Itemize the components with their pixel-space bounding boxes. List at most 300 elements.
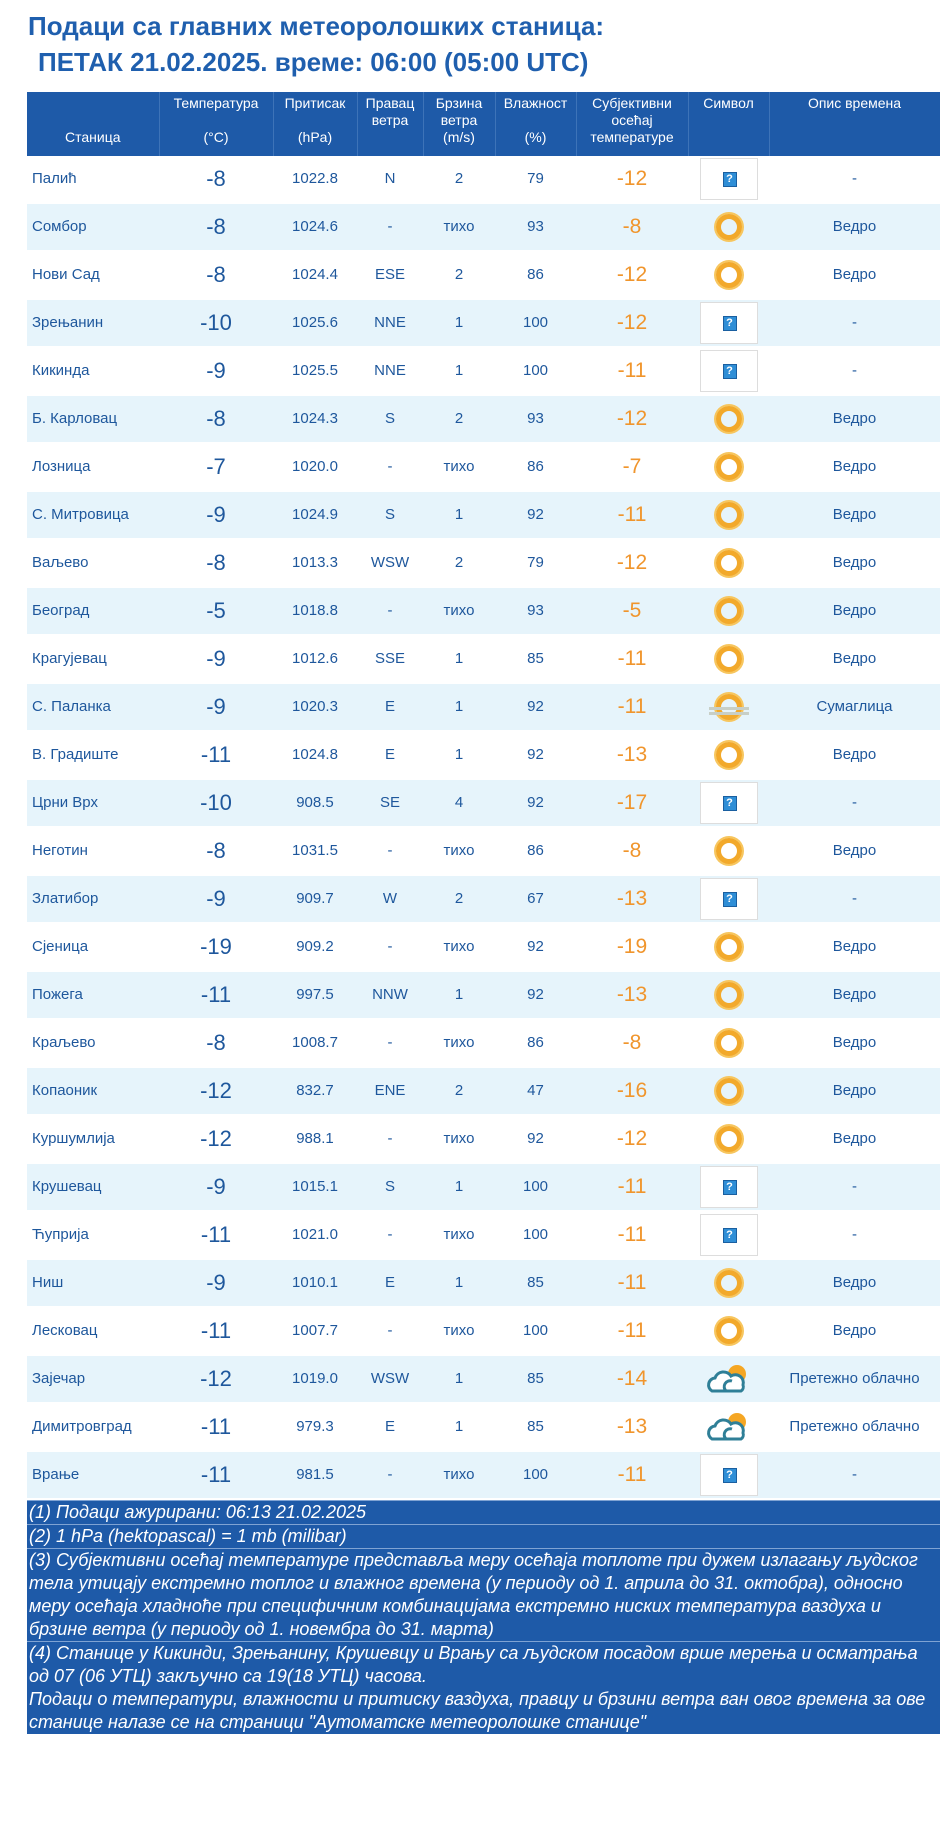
station-name: В. Градиште bbox=[27, 731, 159, 779]
wind-direction: E bbox=[357, 731, 423, 779]
wind-direction: NNE bbox=[357, 347, 423, 395]
pressure: 1015.1 bbox=[273, 1163, 357, 1211]
feels-like: -11 bbox=[576, 1163, 688, 1211]
feels-like: -11 bbox=[576, 635, 688, 683]
station-name: С. Паланка bbox=[27, 683, 159, 731]
table-row bbox=[27, 683, 940, 731]
station-name: Врање bbox=[27, 1451, 159, 1499]
wind-direction: - bbox=[357, 203, 423, 251]
weather-description: Ведро bbox=[769, 1019, 940, 1067]
temperature: -9 bbox=[159, 1163, 273, 1211]
note-4: (4) Станице у Кикинди, Зрењанину, Крушевцу и Врању са људском посадом врше мерења и осматрања од 07 (06 УТЦ) закључно са 19(18 УТЦ) часова. Подаци о температури, влажности и притиску ваздуха, правцу и брзини ветра ван овог времена за ове станице налазе се на страници "Аутоматске метеоролошке станице" bbox=[27, 1641, 940, 1734]
table-row bbox=[27, 251, 940, 299]
wind-direction: - bbox=[357, 923, 423, 971]
temperature: -11 bbox=[159, 1211, 273, 1259]
humidity: 47 bbox=[495, 1067, 576, 1115]
station-name: С. Митровица bbox=[27, 491, 159, 539]
table-row bbox=[27, 587, 940, 635]
sun-icon bbox=[716, 1030, 742, 1056]
pressure: 988.1 bbox=[273, 1115, 357, 1163]
partly-cloudy-icon bbox=[706, 1363, 752, 1395]
pressure: 1007.7 bbox=[273, 1307, 357, 1355]
table-row bbox=[27, 299, 940, 347]
wind-speed: 2 bbox=[423, 395, 495, 443]
weather-description: Ведро bbox=[769, 635, 940, 683]
temperature: -19 bbox=[159, 923, 273, 971]
wind-direction: - bbox=[357, 1211, 423, 1259]
unknown-icon: ? bbox=[700, 302, 758, 344]
weather-description: Ведро bbox=[769, 251, 940, 299]
weather-description: - bbox=[769, 299, 940, 347]
note-3: (3) Субјективни осећај температуре представља меру осећаја топлоте при дужем излагању људског тела утицају екстремно топлог и влажног времена (у периоду од 1. априла до 31. октобра), односно меру осећаја хладноће при специфичним комбинацијама екстремно ниских температура ваздуха и брзине ветра (у периоду од 1. новембра до 31. марта) bbox=[27, 1548, 940, 1641]
feels-like: -19 bbox=[576, 923, 688, 971]
station-name: Куршумлија bbox=[27, 1115, 159, 1163]
pressure: 832.7 bbox=[273, 1067, 357, 1115]
temperature: -10 bbox=[159, 299, 273, 347]
humidity: 92 bbox=[495, 779, 576, 827]
feels-like: -8 bbox=[576, 1019, 688, 1067]
table-row bbox=[27, 1211, 940, 1259]
title-line-2: ПЕТАК 21.02.2025. време: 06:00 (05:00 UTC) bbox=[38, 47, 589, 77]
wind-direction: S bbox=[357, 395, 423, 443]
station-name: Сјеница bbox=[27, 923, 159, 971]
wind-direction: E bbox=[357, 1403, 423, 1451]
weather-symbol bbox=[688, 1355, 769, 1403]
humidity: 86 bbox=[495, 251, 576, 299]
wind-direction: S bbox=[357, 1163, 423, 1211]
col-temp: Температура (°C) bbox=[159, 92, 273, 156]
wind-speed: 1 bbox=[423, 347, 495, 395]
wind-speed: 1 bbox=[423, 1355, 495, 1403]
wind-speed: 1 bbox=[423, 1403, 495, 1451]
pressure: 1024.9 bbox=[273, 491, 357, 539]
weather-description: Претежно облачно bbox=[769, 1403, 940, 1451]
temperature: -12 bbox=[159, 1067, 273, 1115]
wind-direction: SE bbox=[357, 779, 423, 827]
title-line-1: Подаци са главних метеоролошких станица: bbox=[28, 11, 605, 41]
weather-description: - bbox=[769, 779, 940, 827]
humidity: 100 bbox=[495, 299, 576, 347]
temperature: -11 bbox=[159, 731, 273, 779]
station-name: Крагујевац bbox=[27, 635, 159, 683]
table-row bbox=[27, 1115, 940, 1163]
wind-speed: 1 bbox=[423, 971, 495, 1019]
table-row bbox=[27, 1019, 940, 1067]
table-row bbox=[27, 875, 940, 923]
weather-symbol bbox=[688, 1163, 769, 1211]
weather-symbol bbox=[688, 971, 769, 1019]
col-symbol: Символ bbox=[688, 92, 769, 156]
weather-description: Ведро bbox=[769, 539, 940, 587]
table-row bbox=[27, 156, 940, 203]
station-name: Кикинда bbox=[27, 347, 159, 395]
col-pressure: Притисак (hPa) bbox=[273, 92, 357, 156]
weather-symbol bbox=[688, 299, 769, 347]
temperature: -12 bbox=[159, 1115, 273, 1163]
weather-symbol bbox=[688, 683, 769, 731]
wind-direction: NNW bbox=[357, 971, 423, 1019]
temperature: -5 bbox=[159, 587, 273, 635]
feels-like: -12 bbox=[576, 156, 688, 203]
feels-like: -11 bbox=[576, 1307, 688, 1355]
weather-description: Ведро bbox=[769, 923, 940, 971]
feels-like: -7 bbox=[576, 443, 688, 491]
unknown-icon: ? bbox=[700, 782, 758, 824]
feels-like: -17 bbox=[576, 779, 688, 827]
sun-icon bbox=[716, 982, 742, 1008]
feels-like: -12 bbox=[576, 1115, 688, 1163]
station-name: Зајечар bbox=[27, 1355, 159, 1403]
weather-description: - bbox=[769, 1451, 940, 1499]
temperature: -10 bbox=[159, 779, 273, 827]
weather-symbol bbox=[688, 1115, 769, 1163]
weather-description: Ведро bbox=[769, 491, 940, 539]
weather-description: Ведро bbox=[769, 587, 940, 635]
wind-direction: NNE bbox=[357, 299, 423, 347]
feels-like: -11 bbox=[576, 347, 688, 395]
weather-description: Ведро bbox=[769, 1259, 940, 1307]
table-row bbox=[27, 491, 940, 539]
feels-like: -16 bbox=[576, 1067, 688, 1115]
weather-description: Претежно облачно bbox=[769, 1355, 940, 1403]
weather-symbol bbox=[688, 875, 769, 923]
wind-direction: SSE bbox=[357, 635, 423, 683]
station-name: Златибор bbox=[27, 875, 159, 923]
weather-symbol bbox=[688, 923, 769, 971]
station-name: Пожега bbox=[27, 971, 159, 1019]
humidity: 92 bbox=[495, 731, 576, 779]
sun-icon bbox=[716, 502, 742, 528]
sun-icon bbox=[716, 1078, 742, 1104]
wind-speed: 1 bbox=[423, 299, 495, 347]
temperature: -11 bbox=[159, 971, 273, 1019]
table-row bbox=[27, 1307, 940, 1355]
note-1: (1) Подаци ажурирани: 06:13 21.02.2025 bbox=[27, 1500, 940, 1524]
feels-like: -14 bbox=[576, 1355, 688, 1403]
station-name: Краљево bbox=[27, 1019, 159, 1067]
weather-symbol bbox=[688, 395, 769, 443]
weather-symbol bbox=[688, 203, 769, 251]
humidity: 79 bbox=[495, 156, 576, 203]
station-name: Нови Сад bbox=[27, 251, 159, 299]
table-row bbox=[27, 347, 940, 395]
wind-speed: тихо bbox=[423, 587, 495, 635]
temperature: -9 bbox=[159, 491, 273, 539]
pressure: 1020.0 bbox=[273, 443, 357, 491]
weather-symbol bbox=[688, 1259, 769, 1307]
page-title bbox=[0, 0, 940, 92]
weather-symbol bbox=[688, 156, 769, 203]
wind-speed: тихо bbox=[423, 1115, 495, 1163]
wind-direction: - bbox=[357, 827, 423, 875]
feels-like: -12 bbox=[576, 299, 688, 347]
feels-like: -12 bbox=[576, 395, 688, 443]
temperature: -9 bbox=[159, 347, 273, 395]
table-row bbox=[27, 395, 940, 443]
feels-like: -5 bbox=[576, 587, 688, 635]
col-feel: Субјективни осећај температуре bbox=[576, 92, 688, 156]
temperature: -8 bbox=[159, 156, 273, 203]
wind-speed: тихо bbox=[423, 1019, 495, 1067]
pressure: 1031.5 bbox=[273, 827, 357, 875]
feels-like: -8 bbox=[576, 203, 688, 251]
pressure: 1010.1 bbox=[273, 1259, 357, 1307]
pressure: 1013.3 bbox=[273, 539, 357, 587]
weather-description: - bbox=[769, 875, 940, 923]
table-row bbox=[27, 1451, 940, 1499]
pressure: 1024.4 bbox=[273, 251, 357, 299]
weather-description: Ведро bbox=[769, 971, 940, 1019]
weather-description: Ведро bbox=[769, 1307, 940, 1355]
station-name: Б. Карловац bbox=[27, 395, 159, 443]
humidity: 79 bbox=[495, 539, 576, 587]
wind-speed: тихо bbox=[423, 443, 495, 491]
wind-speed: 2 bbox=[423, 156, 495, 203]
wind-direction: WSW bbox=[357, 539, 423, 587]
pressure: 1025.5 bbox=[273, 347, 357, 395]
weather-symbol bbox=[688, 491, 769, 539]
sun-icon bbox=[716, 742, 742, 768]
temperature: -7 bbox=[159, 443, 273, 491]
weather-description: Ведро bbox=[769, 395, 940, 443]
wind-speed: 1 bbox=[423, 683, 495, 731]
humidity: 92 bbox=[495, 491, 576, 539]
humidity: 86 bbox=[495, 1019, 576, 1067]
weather-description: - bbox=[769, 1211, 940, 1259]
wind-direction: S bbox=[357, 491, 423, 539]
wind-speed: 2 bbox=[423, 539, 495, 587]
weather-symbol bbox=[688, 587, 769, 635]
table-row bbox=[27, 539, 940, 587]
humidity: 85 bbox=[495, 1403, 576, 1451]
sun-icon bbox=[716, 214, 742, 240]
wind-direction: - bbox=[357, 1451, 423, 1499]
station-name: Сомбор bbox=[27, 203, 159, 251]
temperature: -8 bbox=[159, 395, 273, 443]
unknown-icon: ? bbox=[700, 350, 758, 392]
unknown-icon: ? bbox=[700, 878, 758, 920]
temperature: -11 bbox=[159, 1403, 273, 1451]
wind-speed: тихо bbox=[423, 1307, 495, 1355]
humidity: 92 bbox=[495, 971, 576, 1019]
footnotes bbox=[27, 1500, 940, 1734]
wind-speed: 1 bbox=[423, 1259, 495, 1307]
station-name: Београд bbox=[27, 587, 159, 635]
station-name: Палић bbox=[27, 156, 159, 203]
temperature: -11 bbox=[159, 1307, 273, 1355]
wind-speed: тихо bbox=[423, 1451, 495, 1499]
wind-speed: 2 bbox=[423, 1067, 495, 1115]
station-name: Лесковац bbox=[27, 1307, 159, 1355]
sun-icon bbox=[716, 406, 742, 432]
humidity: 85 bbox=[495, 635, 576, 683]
pressure: 909.2 bbox=[273, 923, 357, 971]
weather-description: - bbox=[769, 1163, 940, 1211]
pressure: 1021.0 bbox=[273, 1211, 357, 1259]
col-speed: Брзина ветра (m/s) bbox=[423, 92, 495, 156]
pressure: 979.3 bbox=[273, 1403, 357, 1451]
weather-description: Ведро bbox=[769, 203, 940, 251]
weather-symbol bbox=[688, 1019, 769, 1067]
col-dir: Правац ветра bbox=[357, 92, 423, 156]
wind-direction: WSW bbox=[357, 1355, 423, 1403]
weather-symbol bbox=[688, 779, 769, 827]
table-row bbox=[27, 731, 940, 779]
feels-like: -13 bbox=[576, 1403, 688, 1451]
temperature: -9 bbox=[159, 1259, 273, 1307]
unknown-icon: ? bbox=[700, 1454, 758, 1496]
humidity: 93 bbox=[495, 587, 576, 635]
col-hum: Влажност (%) bbox=[495, 92, 576, 156]
wind-speed: 4 bbox=[423, 779, 495, 827]
humidity: 92 bbox=[495, 683, 576, 731]
temperature: -9 bbox=[159, 875, 273, 923]
weather-description: - bbox=[769, 156, 940, 203]
sun-icon bbox=[716, 1270, 742, 1296]
pressure: 908.5 bbox=[273, 779, 357, 827]
weather-symbol bbox=[688, 251, 769, 299]
partly-cloudy-icon bbox=[706, 1411, 752, 1443]
pressure: 1012.6 bbox=[273, 635, 357, 683]
wind-speed: 2 bbox=[423, 875, 495, 923]
col-desc: Опис времена bbox=[769, 92, 940, 156]
sun-icon bbox=[716, 934, 742, 960]
station-name: Крушевац bbox=[27, 1163, 159, 1211]
table-row bbox=[27, 1163, 940, 1211]
humidity: 92 bbox=[495, 923, 576, 971]
station-name: Ћуприја bbox=[27, 1211, 159, 1259]
sun-icon bbox=[716, 1126, 742, 1152]
wind-direction: N bbox=[357, 156, 423, 203]
table-row bbox=[27, 971, 940, 1019]
weather-symbol bbox=[688, 827, 769, 875]
table-row bbox=[27, 1403, 940, 1451]
station-name: Неготин bbox=[27, 827, 159, 875]
station-name: Ваљево bbox=[27, 539, 159, 587]
wind-direction: - bbox=[357, 1019, 423, 1067]
pressure: 981.5 bbox=[273, 1451, 357, 1499]
weather-symbol bbox=[688, 1211, 769, 1259]
humidity: 92 bbox=[495, 1115, 576, 1163]
temperature: -11 bbox=[159, 1451, 273, 1499]
humidity: 86 bbox=[495, 827, 576, 875]
feels-like: -8 bbox=[576, 827, 688, 875]
temperature: -12 bbox=[159, 1355, 273, 1403]
humidity: 85 bbox=[495, 1259, 576, 1307]
station-name: Димитровград bbox=[27, 1403, 159, 1451]
wind-direction: - bbox=[357, 587, 423, 635]
pressure: 1008.7 bbox=[273, 1019, 357, 1067]
wind-direction: - bbox=[357, 1115, 423, 1163]
pressure: 909.7 bbox=[273, 875, 357, 923]
col-station: Станица bbox=[27, 92, 159, 156]
station-name: Копаоник bbox=[27, 1067, 159, 1115]
temperature: -8 bbox=[159, 251, 273, 299]
wind-direction: W bbox=[357, 875, 423, 923]
weather-description: Ведро bbox=[769, 1067, 940, 1115]
sun-icon bbox=[716, 550, 742, 576]
wind-speed: тихо bbox=[423, 923, 495, 971]
weather-description: Ведро bbox=[769, 827, 940, 875]
feels-like: -11 bbox=[576, 491, 688, 539]
table-row bbox=[27, 923, 940, 971]
weather-description: - bbox=[769, 347, 940, 395]
wind-direction: E bbox=[357, 1259, 423, 1307]
pressure: 1019.0 bbox=[273, 1355, 357, 1403]
table-row bbox=[27, 1355, 940, 1403]
pressure: 997.5 bbox=[273, 971, 357, 1019]
pressure: 1024.3 bbox=[273, 395, 357, 443]
unknown-icon: ? bbox=[700, 1166, 758, 1208]
weather-symbol bbox=[688, 1307, 769, 1355]
wind-speed: 1 bbox=[423, 731, 495, 779]
feels-like: -12 bbox=[576, 539, 688, 587]
wind-direction: - bbox=[357, 1307, 423, 1355]
weather-description: Ведро bbox=[769, 443, 940, 491]
unknown-icon: ? bbox=[700, 158, 758, 200]
humidity: 93 bbox=[495, 395, 576, 443]
feels-like: -13 bbox=[576, 875, 688, 923]
unknown-icon: ? bbox=[700, 1214, 758, 1256]
sun-icon bbox=[716, 262, 742, 288]
table-row bbox=[27, 203, 940, 251]
wind-direction: ESE bbox=[357, 251, 423, 299]
table-row bbox=[27, 1259, 940, 1307]
wind-speed: 2 bbox=[423, 251, 495, 299]
weather-symbol bbox=[688, 635, 769, 683]
wind-direction: E bbox=[357, 683, 423, 731]
fog-icon bbox=[709, 690, 749, 724]
humidity: 93 bbox=[495, 203, 576, 251]
humidity: 85 bbox=[495, 1355, 576, 1403]
weather-description: Ведро bbox=[769, 1115, 940, 1163]
feels-like: -13 bbox=[576, 731, 688, 779]
pressure: 1024.8 bbox=[273, 731, 357, 779]
sun-icon bbox=[716, 1318, 742, 1344]
sun-icon bbox=[716, 838, 742, 864]
temperature: -8 bbox=[159, 539, 273, 587]
sun-icon bbox=[716, 598, 742, 624]
temperature: -9 bbox=[159, 635, 273, 683]
humidity: 100 bbox=[495, 1307, 576, 1355]
humidity: 100 bbox=[495, 1211, 576, 1259]
wind-speed: 1 bbox=[423, 1163, 495, 1211]
pressure: 1020.3 bbox=[273, 683, 357, 731]
temperature: -8 bbox=[159, 827, 273, 875]
temperature: -8 bbox=[159, 1019, 273, 1067]
feels-like: -11 bbox=[576, 1211, 688, 1259]
weather-symbol bbox=[688, 347, 769, 395]
humidity: 100 bbox=[495, 347, 576, 395]
pressure: 1024.6 bbox=[273, 203, 357, 251]
table-row bbox=[27, 779, 940, 827]
table-row bbox=[27, 443, 940, 491]
humidity: 100 bbox=[495, 1451, 576, 1499]
humidity: 67 bbox=[495, 875, 576, 923]
wind-speed: тихо bbox=[423, 827, 495, 875]
station-name: Ниш bbox=[27, 1259, 159, 1307]
feels-like: -11 bbox=[576, 1451, 688, 1499]
wind-speed: 1 bbox=[423, 635, 495, 683]
weather-symbol bbox=[688, 731, 769, 779]
sun-icon bbox=[716, 454, 742, 480]
weather-table bbox=[27, 92, 940, 1500]
table-row bbox=[27, 1067, 940, 1115]
table-row bbox=[27, 635, 940, 683]
feels-like: -11 bbox=[576, 1259, 688, 1307]
pressure: 1022.8 bbox=[273, 156, 357, 203]
station-name: Лозница bbox=[27, 443, 159, 491]
